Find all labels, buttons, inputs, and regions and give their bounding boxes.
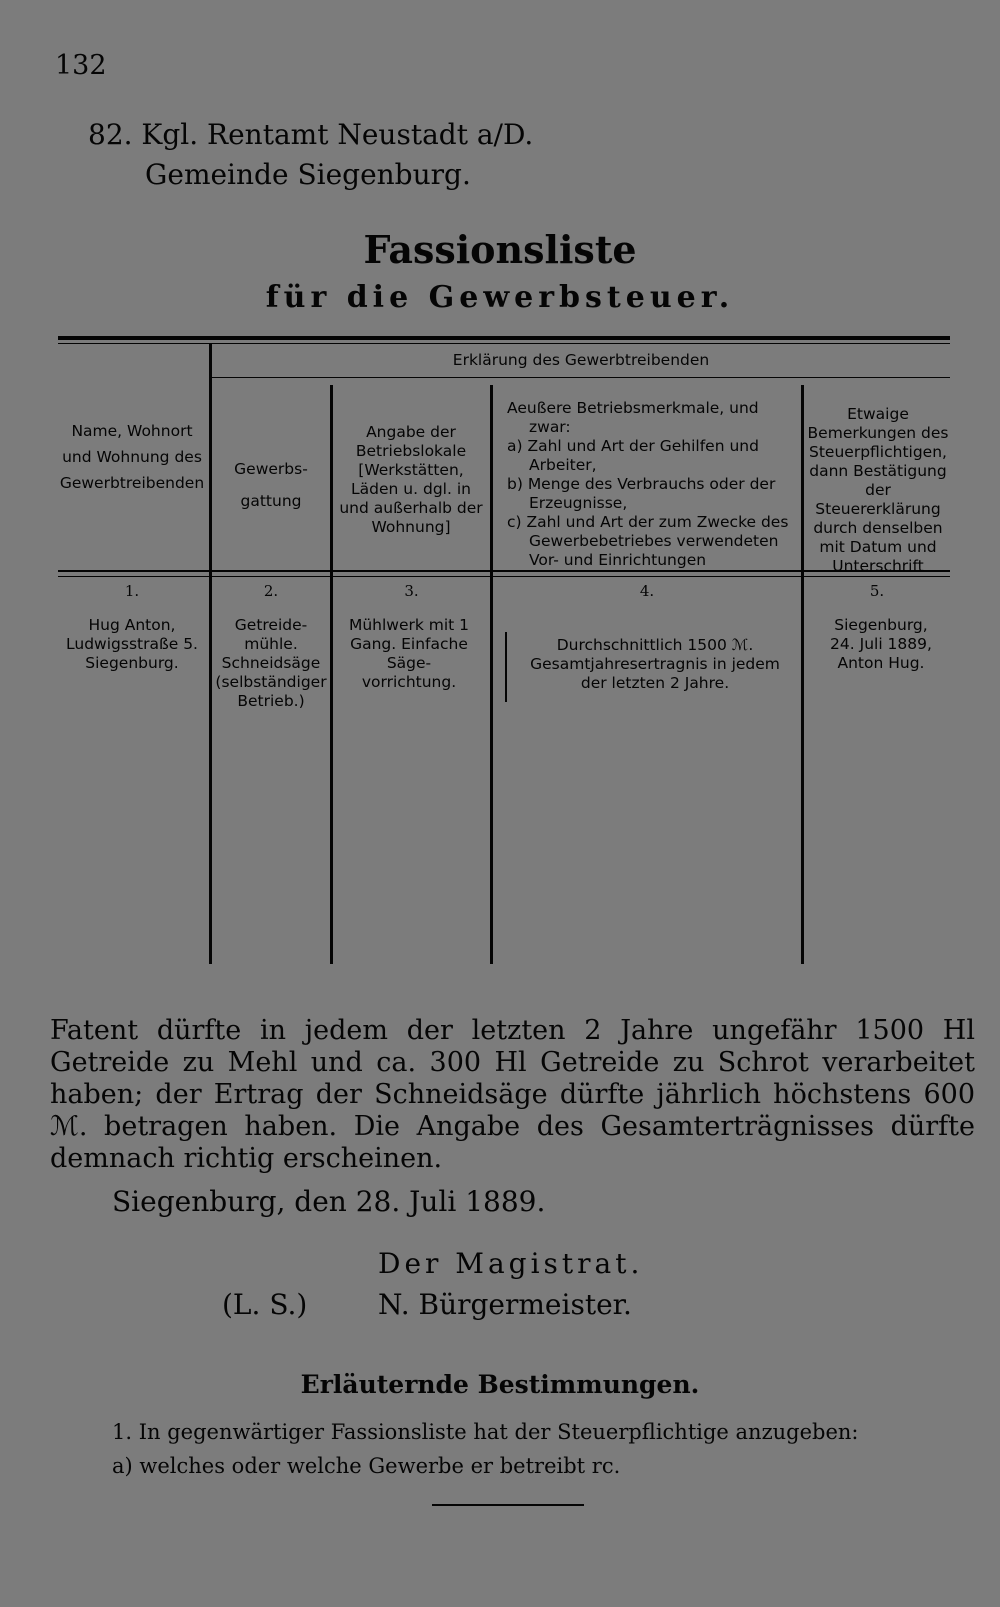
cell-premises: Mühlwerk mit 1 Gang. Einfache Säge-vorrichtung. <box>348 616 470 691</box>
office-heading: 82. Kgl. Rentamt Neustadt a/D. <box>88 118 534 151</box>
brace-mark <box>505 632 507 702</box>
column-number-5: 5. <box>869 582 885 600</box>
column-divider-2 <box>330 385 333 964</box>
group-header-rule <box>212 377 950 378</box>
table-top-rule-thick <box>58 336 950 340</box>
assessment-paragraph: Fatent dürfte in jedem der letzten 2 Jahre ungefähr 1500 Hl Getreide zu Mehl und ca. 300 Hl Getreide zu Schrot verarbeitet haben; der Ertrag der Schneidsäge dürfte jährlich höchstens 600 ℳ. betragen haben. Die Angabe des Gesamterträgnisses dürfte demnach richtig erscheinen. <box>50 1015 975 1174</box>
table-top-rule-thin <box>58 343 950 344</box>
document-subtitle: für die Gewerbsteuer. <box>265 280 735 315</box>
header-bottom-rule-2 <box>58 576 950 577</box>
seal-mark: (L. S.) <box>222 1288 308 1321</box>
column-number-4: 4. <box>639 582 655 600</box>
document-title: Fassionsliste <box>363 227 637 272</box>
features-item-a: a) Zahl und Art der Gehilfen und Arbeiter, <box>507 437 759 474</box>
authority-signature: Der Magistrat. <box>378 1247 644 1280</box>
end-divider <box>432 1504 584 1506</box>
provisions-heading: Erläuternde Bestimmungen. <box>300 1370 700 1399</box>
cell-trade: Getreide-mühle. Schneidsäge (selbständiger Betrieb.) <box>215 616 327 710</box>
column-header-remarks: Etwaige Bemerkungen des Steuerpflichtigen, dann Bestätigung der Steuererklärung durch denselben mit Datum und Unterschrift <box>807 405 949 575</box>
column-header-premises: Angabe der Betriebslokale [Werkstätten, Läden u. dgl. in und außerhalb der Wohnung] <box>339 423 483 536</box>
features-item-b: b) Menge des Verbrauchs oder der Erzeugnisse, <box>507 475 776 512</box>
column-divider-1 <box>209 344 212 964</box>
column-number-1: 1. <box>124 582 140 600</box>
features-item-c: c) Zahl und Art der zum Zwecke des Gewerbebetriebes verwendeten Vor- und Einrichtungen <box>507 513 789 569</box>
column-number-3: 3. <box>404 582 419 600</box>
cell-name: Hug Anton, Ludwigsstraße 5. Siegenburg. <box>66 616 198 672</box>
place-date: Siegenburg, den 28. Juli 1889. <box>112 1185 546 1218</box>
column-header-trade: Gewerbs-gattung <box>234 460 308 510</box>
page-number: 132 <box>55 50 107 81</box>
column-number-2: 2. <box>263 582 279 600</box>
provision-item-1: 1. In gegenwärtiger Fassionsliste hat der Steuerpflichtige anzugeben: <box>112 1420 859 1444</box>
column-divider-4 <box>801 385 804 964</box>
column-divider-3 <box>490 385 493 964</box>
group-header: Erklärung des Gewerbtreibenden <box>452 351 710 369</box>
mayor-signature: N. Bürgermeister. <box>378 1288 632 1321</box>
features-intro: Aeußere Betriebsmerkmale, und zwar: <box>507 399 759 436</box>
cell-features: Durchschnittlich 1500 ℳ. Gesamtjahresertragnis in jedem der letzten 2 Jahre. <box>530 636 780 692</box>
cell-remarks: Siegenburg, 24. Juli 1889, Anton Hug. <box>830 616 932 672</box>
column-header-name: Name, Wohnort und Wohnung des Gewerbtreibenden <box>59 422 205 492</box>
column-header-features <box>507 399 799 570</box>
provision-item-1a: a) welches oder welche Gewerbe er betreibt rc. <box>112 1454 621 1478</box>
community-heading: Gemeinde Siegenburg. <box>145 158 471 191</box>
